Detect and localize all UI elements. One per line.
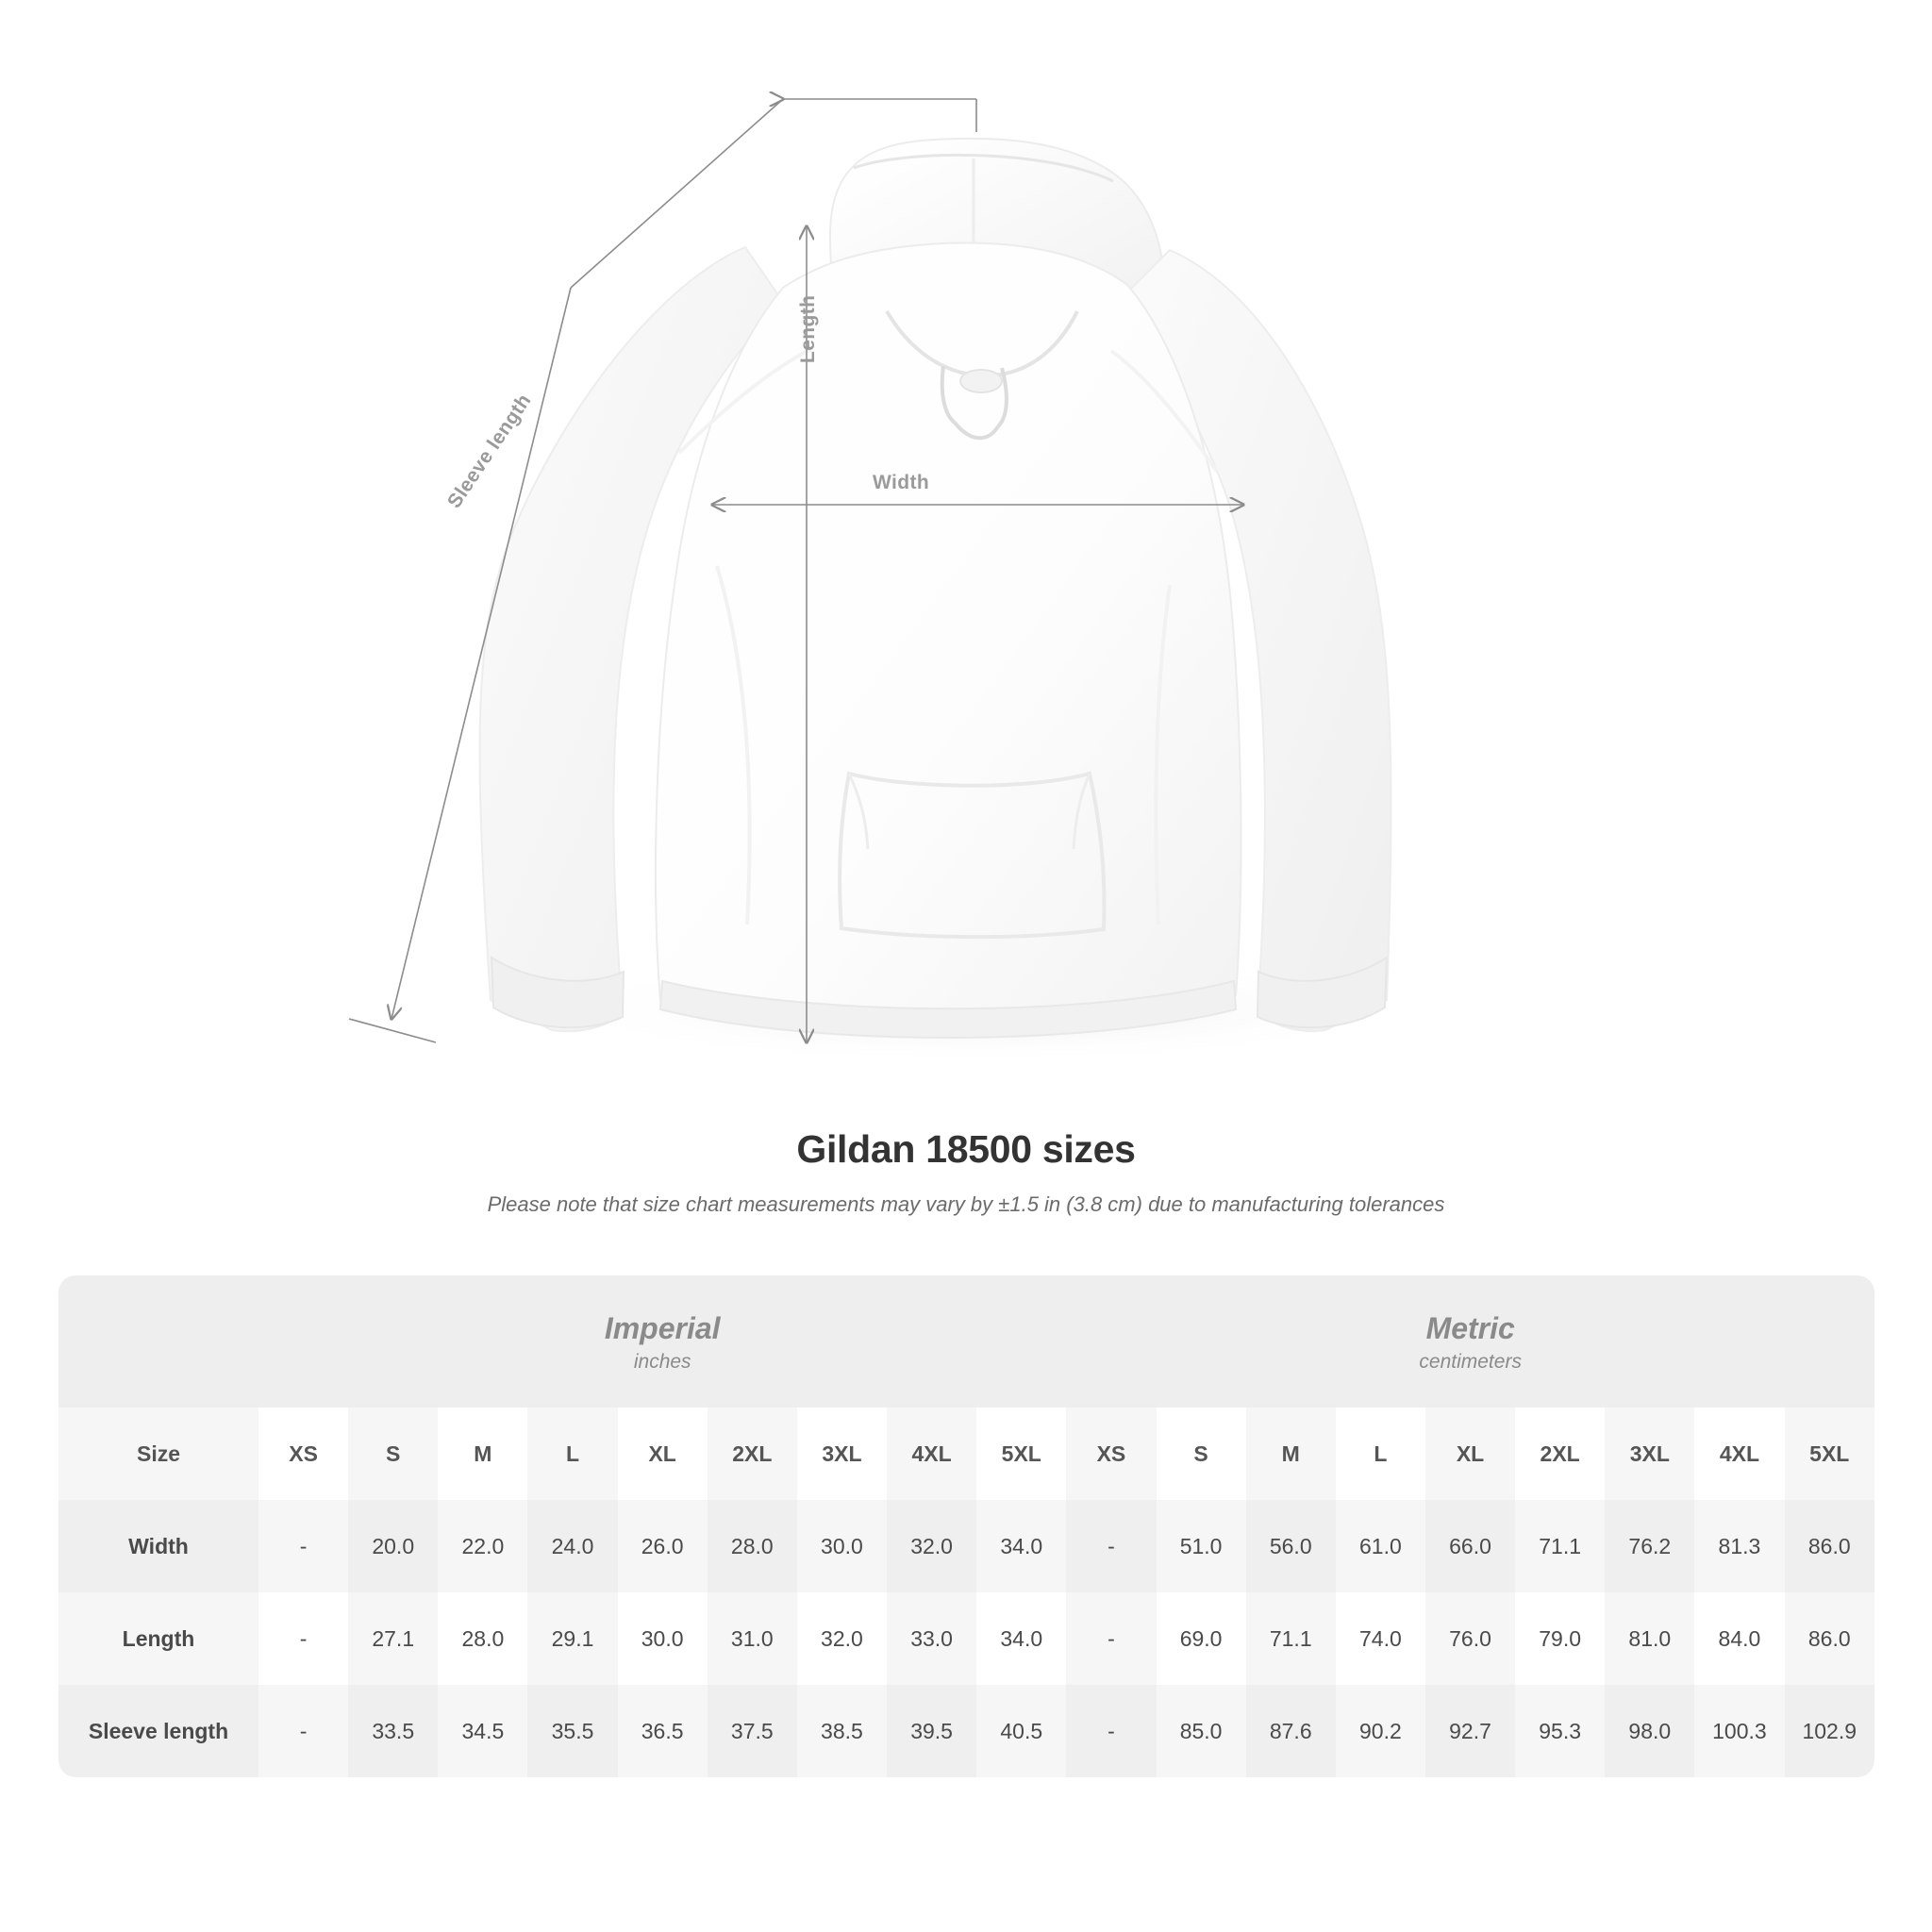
table-row (58, 1500, 1874, 1592)
cell-length-metric-2xl: 79.0 (1515, 1592, 1605, 1685)
cell-length-imperial-l: 29.1 (527, 1592, 617, 1685)
size-header-metric-m: M (1246, 1407, 1336, 1500)
sleeve-length-dimension-label: Sleeve length (443, 390, 536, 512)
tolerance-note: Please note that size chart measurements may vary by ±1.5 in (3.8 cm) due to manufacturing tolerances (487, 1192, 1445, 1216)
size-header-label: Size (58, 1407, 258, 1500)
cell-width-imperial-3xl: 30.0 (797, 1500, 887, 1592)
unit-metric-sub: centimeters (1419, 1351, 1522, 1373)
cell-width-metric-3xl: 76.2 (1605, 1500, 1694, 1592)
cell-sleeve-metric-s: 85.0 (1157, 1685, 1246, 1777)
size-header-metric-2xl: 2XL (1515, 1407, 1605, 1500)
cell-sleeve-metric-2xl: 95.3 (1515, 1685, 1605, 1777)
cell-length-imperial-xs: - (258, 1592, 348, 1685)
cell-width-metric-s: 51.0 (1157, 1500, 1246, 1592)
cell-sleeve-metric-m: 87.6 (1246, 1685, 1336, 1777)
cell-sleeve-imperial-3xl: 38.5 (797, 1685, 887, 1777)
size-header-metric-4xl: 4XL (1694, 1407, 1784, 1500)
size-header-metric-xl: XL (1425, 1407, 1515, 1500)
cell-length-imperial-m: 28.0 (438, 1592, 527, 1685)
cell-sleeve-metric-l: 90.2 (1336, 1685, 1425, 1777)
size-header-imperial-xl: XL (618, 1407, 708, 1500)
cell-length-imperial-xl: 30.0 (618, 1592, 708, 1685)
cell-width-imperial-4xl: 32.0 (887, 1500, 976, 1592)
cell-width-metric-xs: - (1066, 1500, 1156, 1592)
cell-sleeve-metric-xl: 92.7 (1425, 1685, 1515, 1777)
cell-width-metric-5xl: 86.0 (1785, 1500, 1875, 1592)
size-header-imperial-m: M (438, 1407, 527, 1500)
cell-sleeve-metric-3xl: 98.0 (1605, 1685, 1694, 1777)
cell-length-metric-5xl: 86.0 (1785, 1592, 1875, 1685)
size-header-metric-xs: XS (1066, 1407, 1156, 1500)
cell-length-imperial-4xl: 33.0 (887, 1592, 976, 1685)
table-row (58, 1685, 1874, 1777)
cell-sleeve-imperial-s: 33.5 (348, 1685, 438, 1777)
row-label-length: Length (58, 1592, 258, 1685)
size-header-imperial-xs: XS (258, 1407, 348, 1500)
cell-sleeve-metric-5xl: 102.9 (1785, 1685, 1875, 1777)
cell-length-metric-l: 74.0 (1336, 1592, 1425, 1685)
cell-sleeve-imperial-xs: - (258, 1685, 348, 1777)
cell-length-metric-s: 69.0 (1157, 1592, 1246, 1685)
row-label-sleeve-length: Sleeve length (58, 1685, 258, 1777)
cell-length-imperial-5xl: 34.0 (976, 1592, 1066, 1685)
width-dimension-label: Width (873, 472, 930, 493)
page-title: Gildan 18500 sizes (796, 1127, 1136, 1171)
table-row (58, 1592, 1874, 1685)
unit-imperial-name: Imperial (604, 1311, 721, 1345)
cell-length-imperial-s: 27.1 (348, 1592, 438, 1685)
unit-imperial-cell (258, 1275, 1066, 1407)
cell-sleeve-metric-4xl: 100.3 (1694, 1685, 1784, 1777)
size-header-imperial-s: S (348, 1407, 438, 1500)
cell-sleeve-imperial-xl: 36.5 (618, 1685, 708, 1777)
cell-sleeve-imperial-5xl: 40.5 (976, 1685, 1066, 1777)
cell-length-metric-3xl: 81.0 (1605, 1592, 1694, 1685)
size-header-row (58, 1407, 1874, 1500)
size-header-imperial-4xl: 4XL (887, 1407, 976, 1500)
size-header-metric-5xl: 5XL (1785, 1407, 1875, 1500)
cell-width-metric-2xl: 71.1 (1515, 1500, 1605, 1592)
cell-width-metric-4xl: 81.3 (1694, 1500, 1784, 1592)
unit-metric-name: Metric (1425, 1311, 1515, 1345)
size-header-metric-3xl: 3XL (1605, 1407, 1694, 1500)
size-header-imperial-2xl: 2XL (708, 1407, 797, 1500)
unit-metric-cell (1066, 1275, 1874, 1407)
cell-width-imperial-2xl: 28.0 (708, 1500, 797, 1592)
cell-sleeve-metric-xs: - (1066, 1685, 1156, 1777)
cell-width-imperial-l: 24.0 (527, 1500, 617, 1592)
cell-width-imperial-m: 22.0 (438, 1500, 527, 1592)
cell-width-imperial-xl: 26.0 (618, 1500, 708, 1592)
cell-sleeve-imperial-l: 35.5 (527, 1685, 617, 1777)
cell-length-metric-4xl: 84.0 (1694, 1592, 1784, 1685)
cell-width-metric-m: 56.0 (1246, 1500, 1336, 1592)
cell-length-metric-xl: 76.0 (1425, 1592, 1515, 1685)
cell-sleeve-imperial-2xl: 37.5 (708, 1685, 797, 1777)
cell-sleeve-imperial-m: 34.5 (438, 1685, 527, 1777)
size-header-imperial-l: L (527, 1407, 617, 1500)
unit-imperial-sub: inches (633, 1351, 691, 1373)
cell-sleeve-imperial-4xl: 39.5 (887, 1685, 976, 1777)
unit-header-row (58, 1275, 1874, 1407)
cell-length-imperial-3xl: 32.0 (797, 1592, 887, 1685)
cell-width-imperial-s: 20.0 (348, 1500, 438, 1592)
size-table (58, 1275, 1874, 1777)
cell-length-metric-m: 71.1 (1246, 1592, 1336, 1685)
size-header-imperial-5xl: 5XL (976, 1407, 1066, 1500)
cell-width-imperial-5xl: 34.0 (976, 1500, 1066, 1592)
size-header-imperial-3xl: 3XL (797, 1407, 887, 1500)
cell-width-metric-l: 61.0 (1336, 1500, 1425, 1592)
cell-width-imperial-xs: - (258, 1500, 348, 1592)
cell-width-metric-xl: 66.0 (1425, 1500, 1515, 1592)
title-block (0, 1127, 1932, 1217)
size-header-metric-l: L (1336, 1407, 1425, 1500)
unit-spacer-cell (58, 1275, 258, 1407)
cell-length-metric-xs: - (1066, 1592, 1156, 1685)
hoodie-artwork (480, 139, 1391, 1038)
cell-length-imperial-2xl: 31.0 (708, 1592, 797, 1685)
length-dimension-label: Length (797, 294, 819, 363)
size-header-metric-s: S (1157, 1407, 1246, 1500)
size-table-wrapper (58, 1275, 1874, 1777)
row-label-width: Width (58, 1500, 258, 1592)
